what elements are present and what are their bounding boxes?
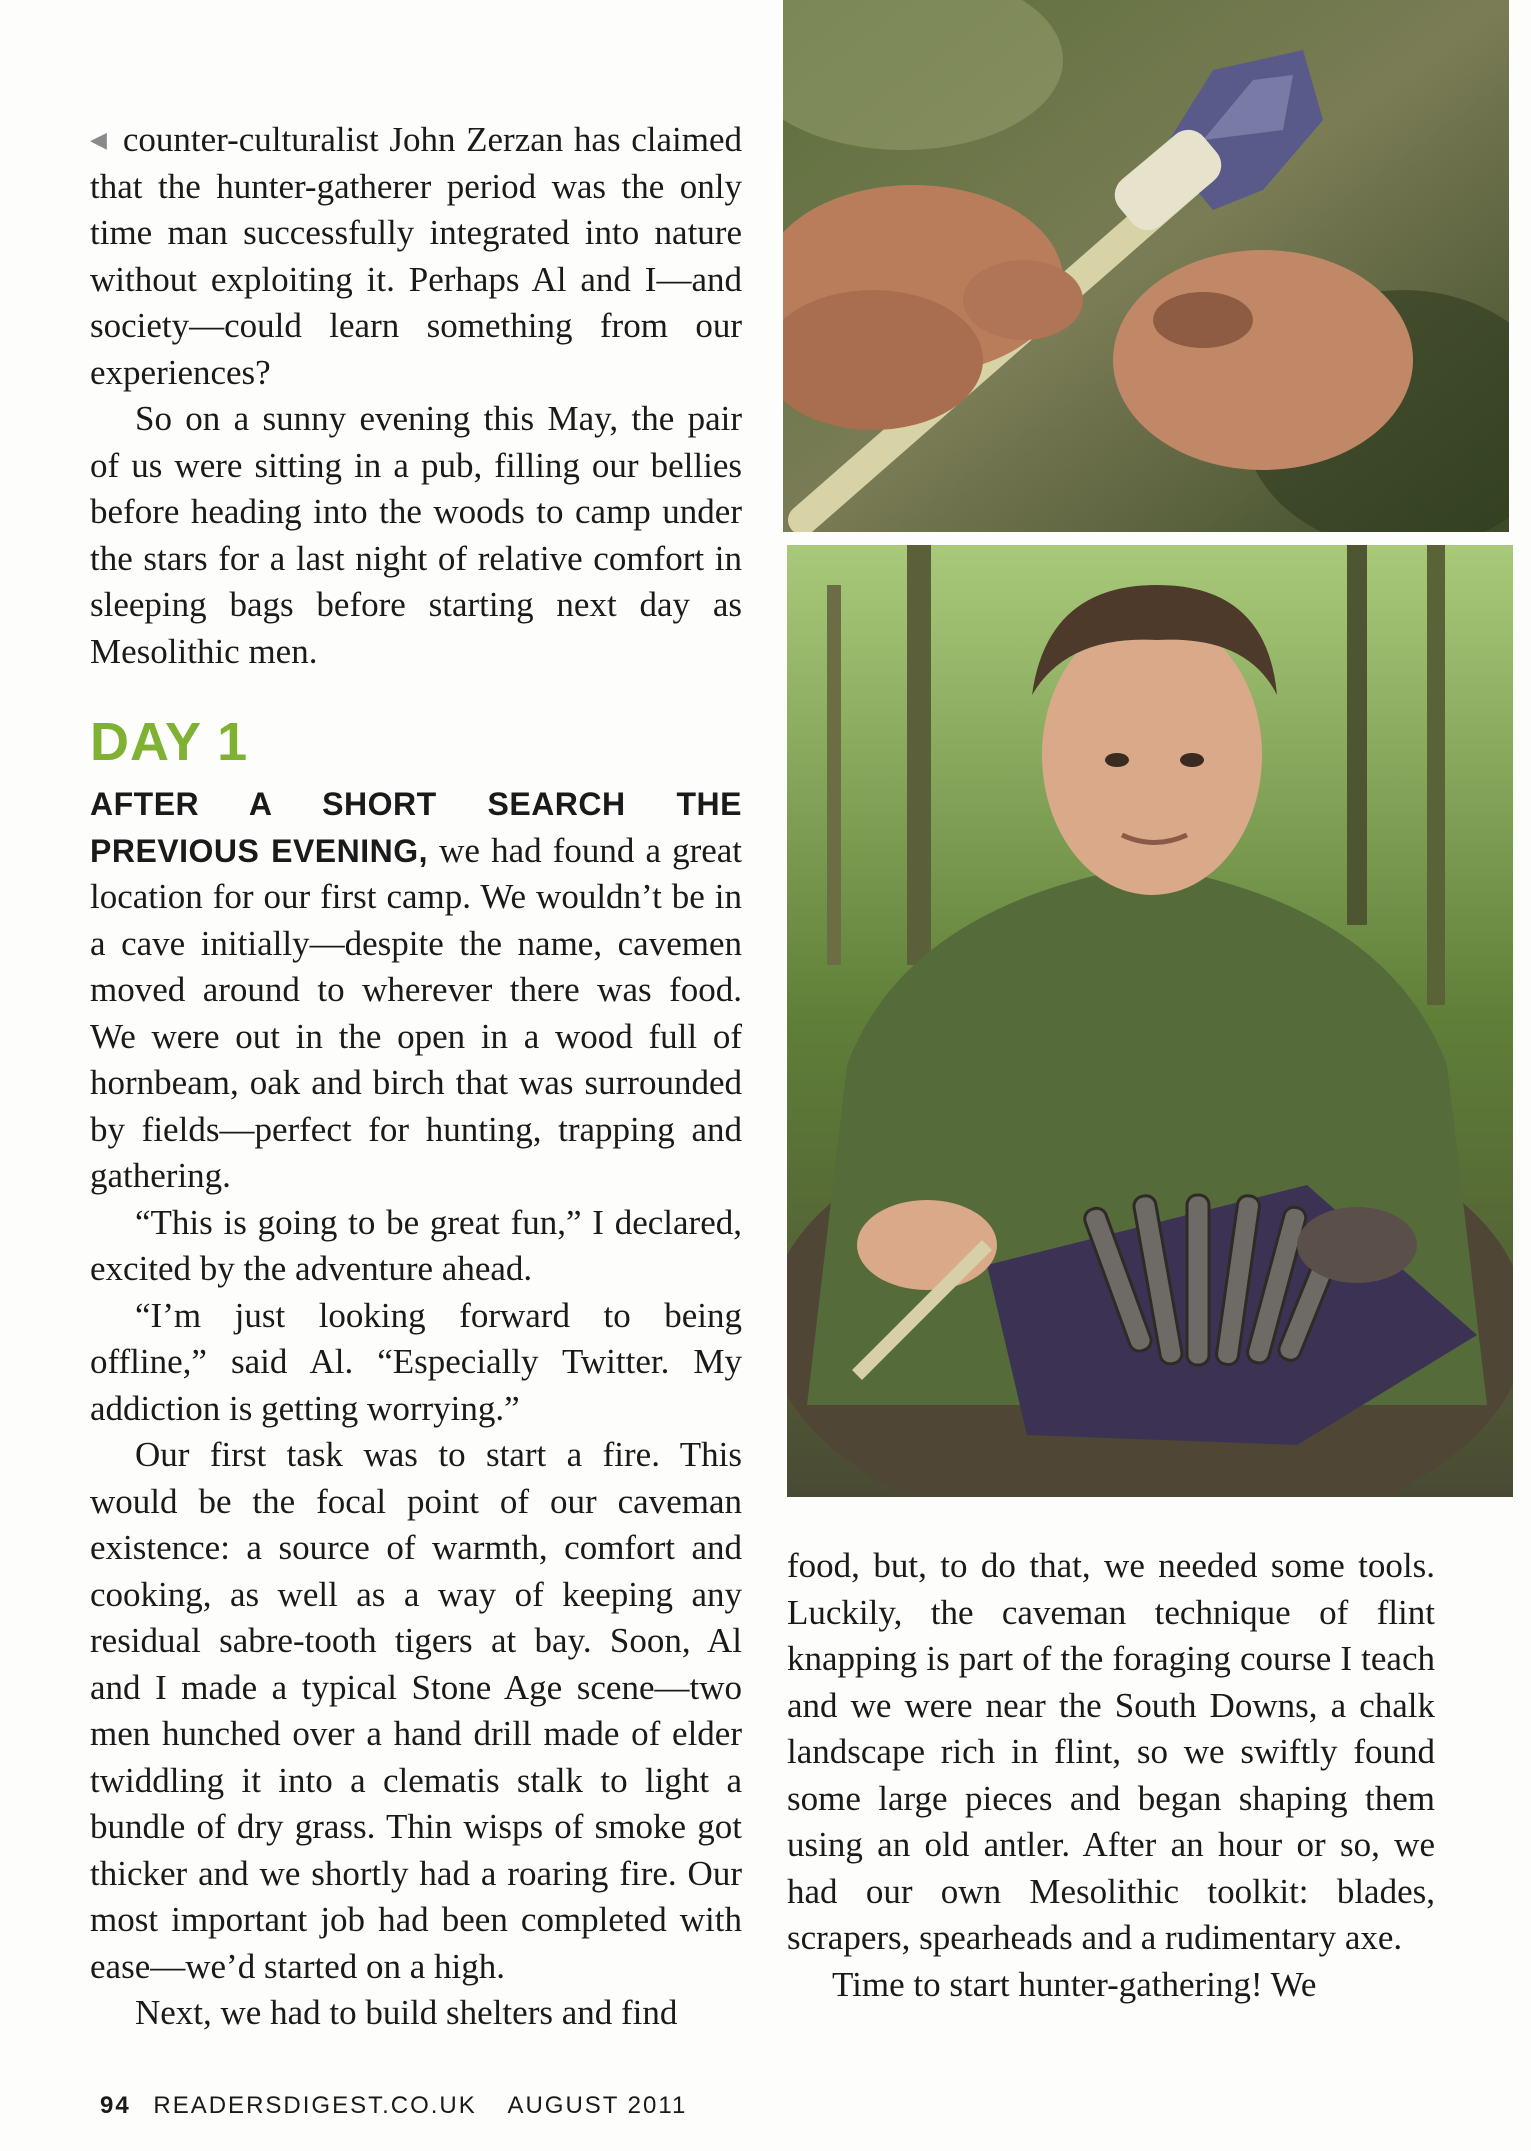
- flint-spearhead-photo: [783, 0, 1509, 532]
- paragraph: food, but, to do that, we needed some tools. Luckily, the caveman technique of flint knapping is part of the foraging course I teach and we were near the South Downs, a chalk landscape rich in flint, so we swiftly found some large pieces and began shaping them using an old antler. After an hour or so, we had our own Mesolithic toolkit: blades, scrapers, spearheads and a rudimentary axe.: [787, 1546, 1435, 1957]
- paragraph-text: counter-culturalist John Zerzan has claimed that the hunter-gatherer period was the only time man successfully integrated into nature without exploiting it. Perhaps Al and I—and society—could learn something from our experiences?: [90, 120, 743, 392]
- man-with-roots-photo: [787, 545, 1513, 1497]
- paragraph: Next, we had to build shelters and find: [135, 1993, 678, 2032]
- continuation-arrow-icon: ◀: [90, 127, 109, 152]
- issue-date: AUGUST 2011: [507, 2092, 688, 2119]
- page-number: 94: [100, 2092, 131, 2119]
- spearhead-image: [783, 0, 1509, 532]
- paragraph: [90, 781, 742, 1200]
- paragraph: Time to start hunter-gathering! We: [832, 1964, 1317, 2004]
- paragraph: “I’m just looking forward to being offline,” said Al. “Especially Twitter. My addiction is getting worrying.”: [90, 1295, 742, 1428]
- left-text-column: [90, 117, 742, 2037]
- page-footer: [100, 2092, 687, 2120]
- section-heading: DAY 1: [90, 712, 249, 772]
- paragraph: Our first task was to start a fire. This would be the focal point of our caveman existence: a source of warmth, comfort and cooking, as well as a way of keeping any residual sabre-tooth tigers at bay. Soon, Al and I made a typical Stone Age scene—two men hunched over a hand drill made of elder twiddling it into a clematis stalk to light a bundle of dry grass. Thin wisps of smoke got thicker and we shortly had a roaring fire. Our most important job had been completed with ease—we’d started on a high.: [90, 1435, 742, 1986]
- lead-in-text: AFTER A SHORT SEARCH THE PREVIOUS EVENING,: [90, 786, 742, 869]
- paragraph: So on a sunny evening this May, the pair of us were sitting in a pub, filling our bellies before heading into the woods to camp under the stars for a last night of relative comfort in sleeping bags before starting next day as Mesolithic men.: [90, 399, 742, 671]
- paragraph: [90, 117, 742, 396]
- right-text-column: [787, 1543, 1435, 2008]
- caveman-portrait-image: [787, 545, 1513, 1497]
- paragraph-text: we had found a great location for our first camp. We wouldn’t be in a cave initially—despite the name, cavemen moved around to wherever there was food. We were out in the open in a wood full of hornbeam, oak and birch that was surrounded by fields—perfect for hunting, trapping and gathering.: [90, 830, 743, 1195]
- website-link[interactable]: READERSDIGEST.CO.UK: [153, 2092, 477, 2119]
- paragraph: “This is going to be great fun,” I declared, excited by the adventure ahead.: [90, 1202, 742, 1288]
